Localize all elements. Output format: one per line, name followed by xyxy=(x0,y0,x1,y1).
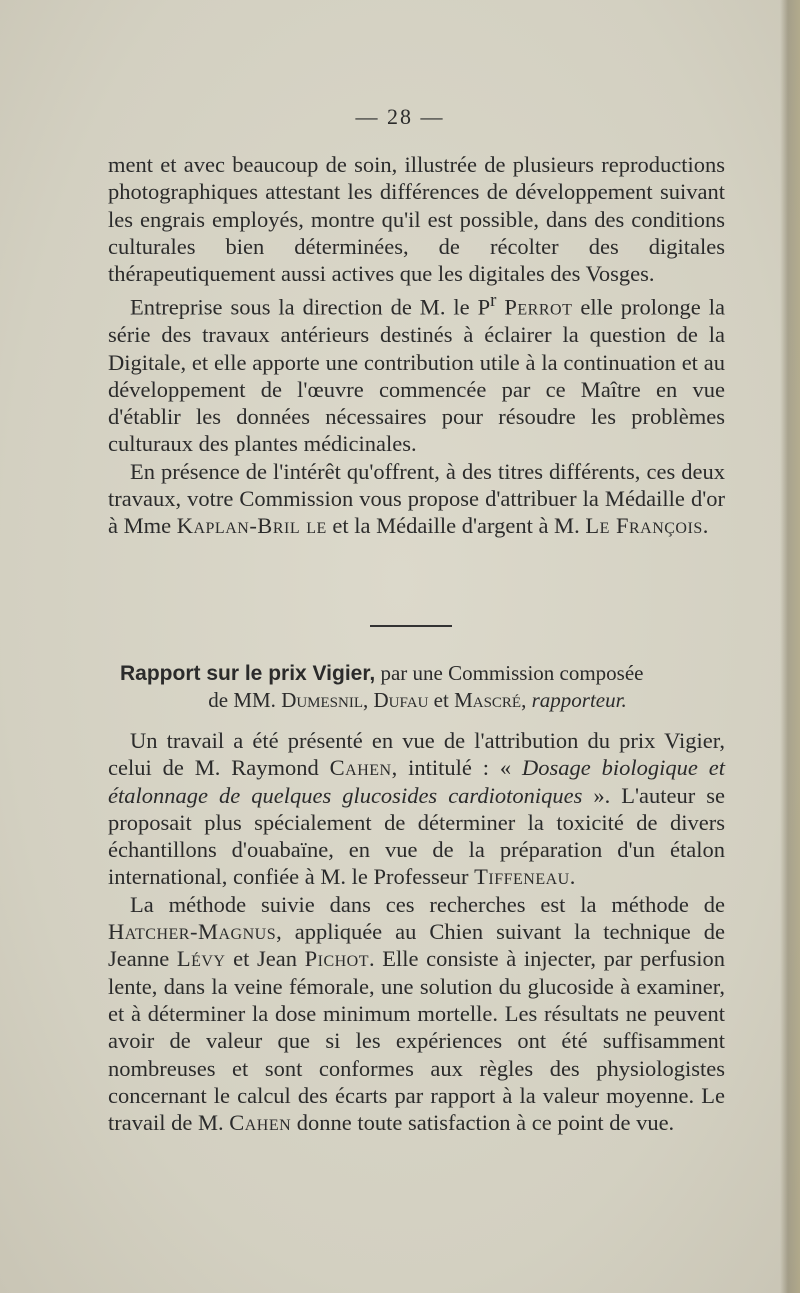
paragraph xyxy=(108,151,725,287)
heading-text: de MM. xyxy=(208,688,282,712)
report-title: Rapport sur le prix Vigier, xyxy=(120,662,376,685)
paragraph-text: ment et avec beaucoup de soin, illustrée de plusieurs reproductions photographiques attestant les différences de développement suivant les engrais employés, montre qu'il est possible, dans des conditions culturales bien déterminées, de récolter des digitales thérapeutiquement aussi actives que les digitales des Vosges. xyxy=(108,152,725,287)
committee-names: Dumesnil, Dufau xyxy=(281,688,429,712)
heading-text: par une Commission composée xyxy=(375,661,644,685)
paragraph-text: La méthode suivie dans ces recherches est la méthode de xyxy=(130,891,725,917)
person-name: Lévy xyxy=(176,946,226,972)
person-name: Kaplan-Bril le xyxy=(176,513,327,539)
paragraph-text: Entreprise sous la direction de M. le P xyxy=(130,294,491,320)
paragraph xyxy=(108,891,725,1137)
superscript: r xyxy=(490,290,497,312)
section-divider xyxy=(370,625,452,627)
person-name: Le François xyxy=(585,513,703,539)
rapporteur-role: rapporteur. xyxy=(526,688,627,712)
person-name: Cahen xyxy=(229,1110,292,1136)
work-title: Dosage biologique et étalonnage de quelques glucosides cardiotoniques xyxy=(108,755,726,808)
person-name: Tiffeneau xyxy=(474,864,570,890)
heading-line-2 xyxy=(120,687,725,713)
paragraph-text: , appliquée au Chien suivant la technique de Jeanne xyxy=(108,919,725,972)
person-name: Perrot xyxy=(504,294,573,320)
paragraph xyxy=(108,727,725,891)
paragraph-text: . xyxy=(702,513,709,539)
paragraph-text: elle prolonge la série des travaux antérieurs destinés à éclairer la question de la Digitale, et elle apporte une contribution utile à la continuation et au développement de l'œuvre commencée par ce Maître en vue d'établir les données nécessaires pour résoudre les problèmes culturaux des plantes médicinales. xyxy=(108,294,725,457)
person-name: Cahen xyxy=(329,755,392,781)
heading-text: et xyxy=(428,688,455,712)
section-vigier-report xyxy=(108,727,725,1136)
paragraph-text: ». L'auteur se proposait plus spécialement de déterminer la toxicité de divers échantillons d'ouabaïne, en vue de la préparation d'un étalon international, confiée à M. le Professeur xyxy=(108,782,725,890)
rapporteur-name: Mascré, xyxy=(454,688,527,712)
paragraph-text: Un travail a été présenté en vue de l'attribution du prix Vigier, celui de M. Raymond xyxy=(108,728,725,781)
paragraph-text: . xyxy=(569,864,576,890)
section-digitale-report xyxy=(108,151,725,540)
paragraph-text: et la Médaille d'argent à M. xyxy=(326,513,586,539)
person-name: Hatcher-Magnus xyxy=(108,919,277,945)
page-number: — 28 — xyxy=(355,104,445,129)
paragraph xyxy=(108,458,725,540)
report-heading xyxy=(120,660,725,713)
paragraph-text: donne toute satisfaction à ce point de vue. xyxy=(291,1110,675,1136)
paragraph xyxy=(108,287,725,457)
paragraph-text: , intitulé : « xyxy=(391,755,523,781)
paragraph-text: En présence de l'intérêt qu'offrent, à des titres différents, ces deux travaux, votre Commission vous propose d'attribuer la Médaille d'or à Mme xyxy=(108,458,725,539)
heading-line-1 xyxy=(120,660,725,687)
paragraph-text: . Elle consiste à injecter, par perfusion lente, dans la veine fémorale, une solution du glucoside à examiner, et à déterminer la dose minimum mortelle. Les résultats ne peuvent avoir de valeur que si les expériences ont été suffisamment nombreuses et sont conformes aux règles des physiologistes concernant le calcul des écarts par rapport à la valeur moyenne. Le travail de M. xyxy=(108,946,726,1136)
paragraph-text: et Jean xyxy=(225,946,305,972)
person-name: Pichot xyxy=(304,946,370,972)
